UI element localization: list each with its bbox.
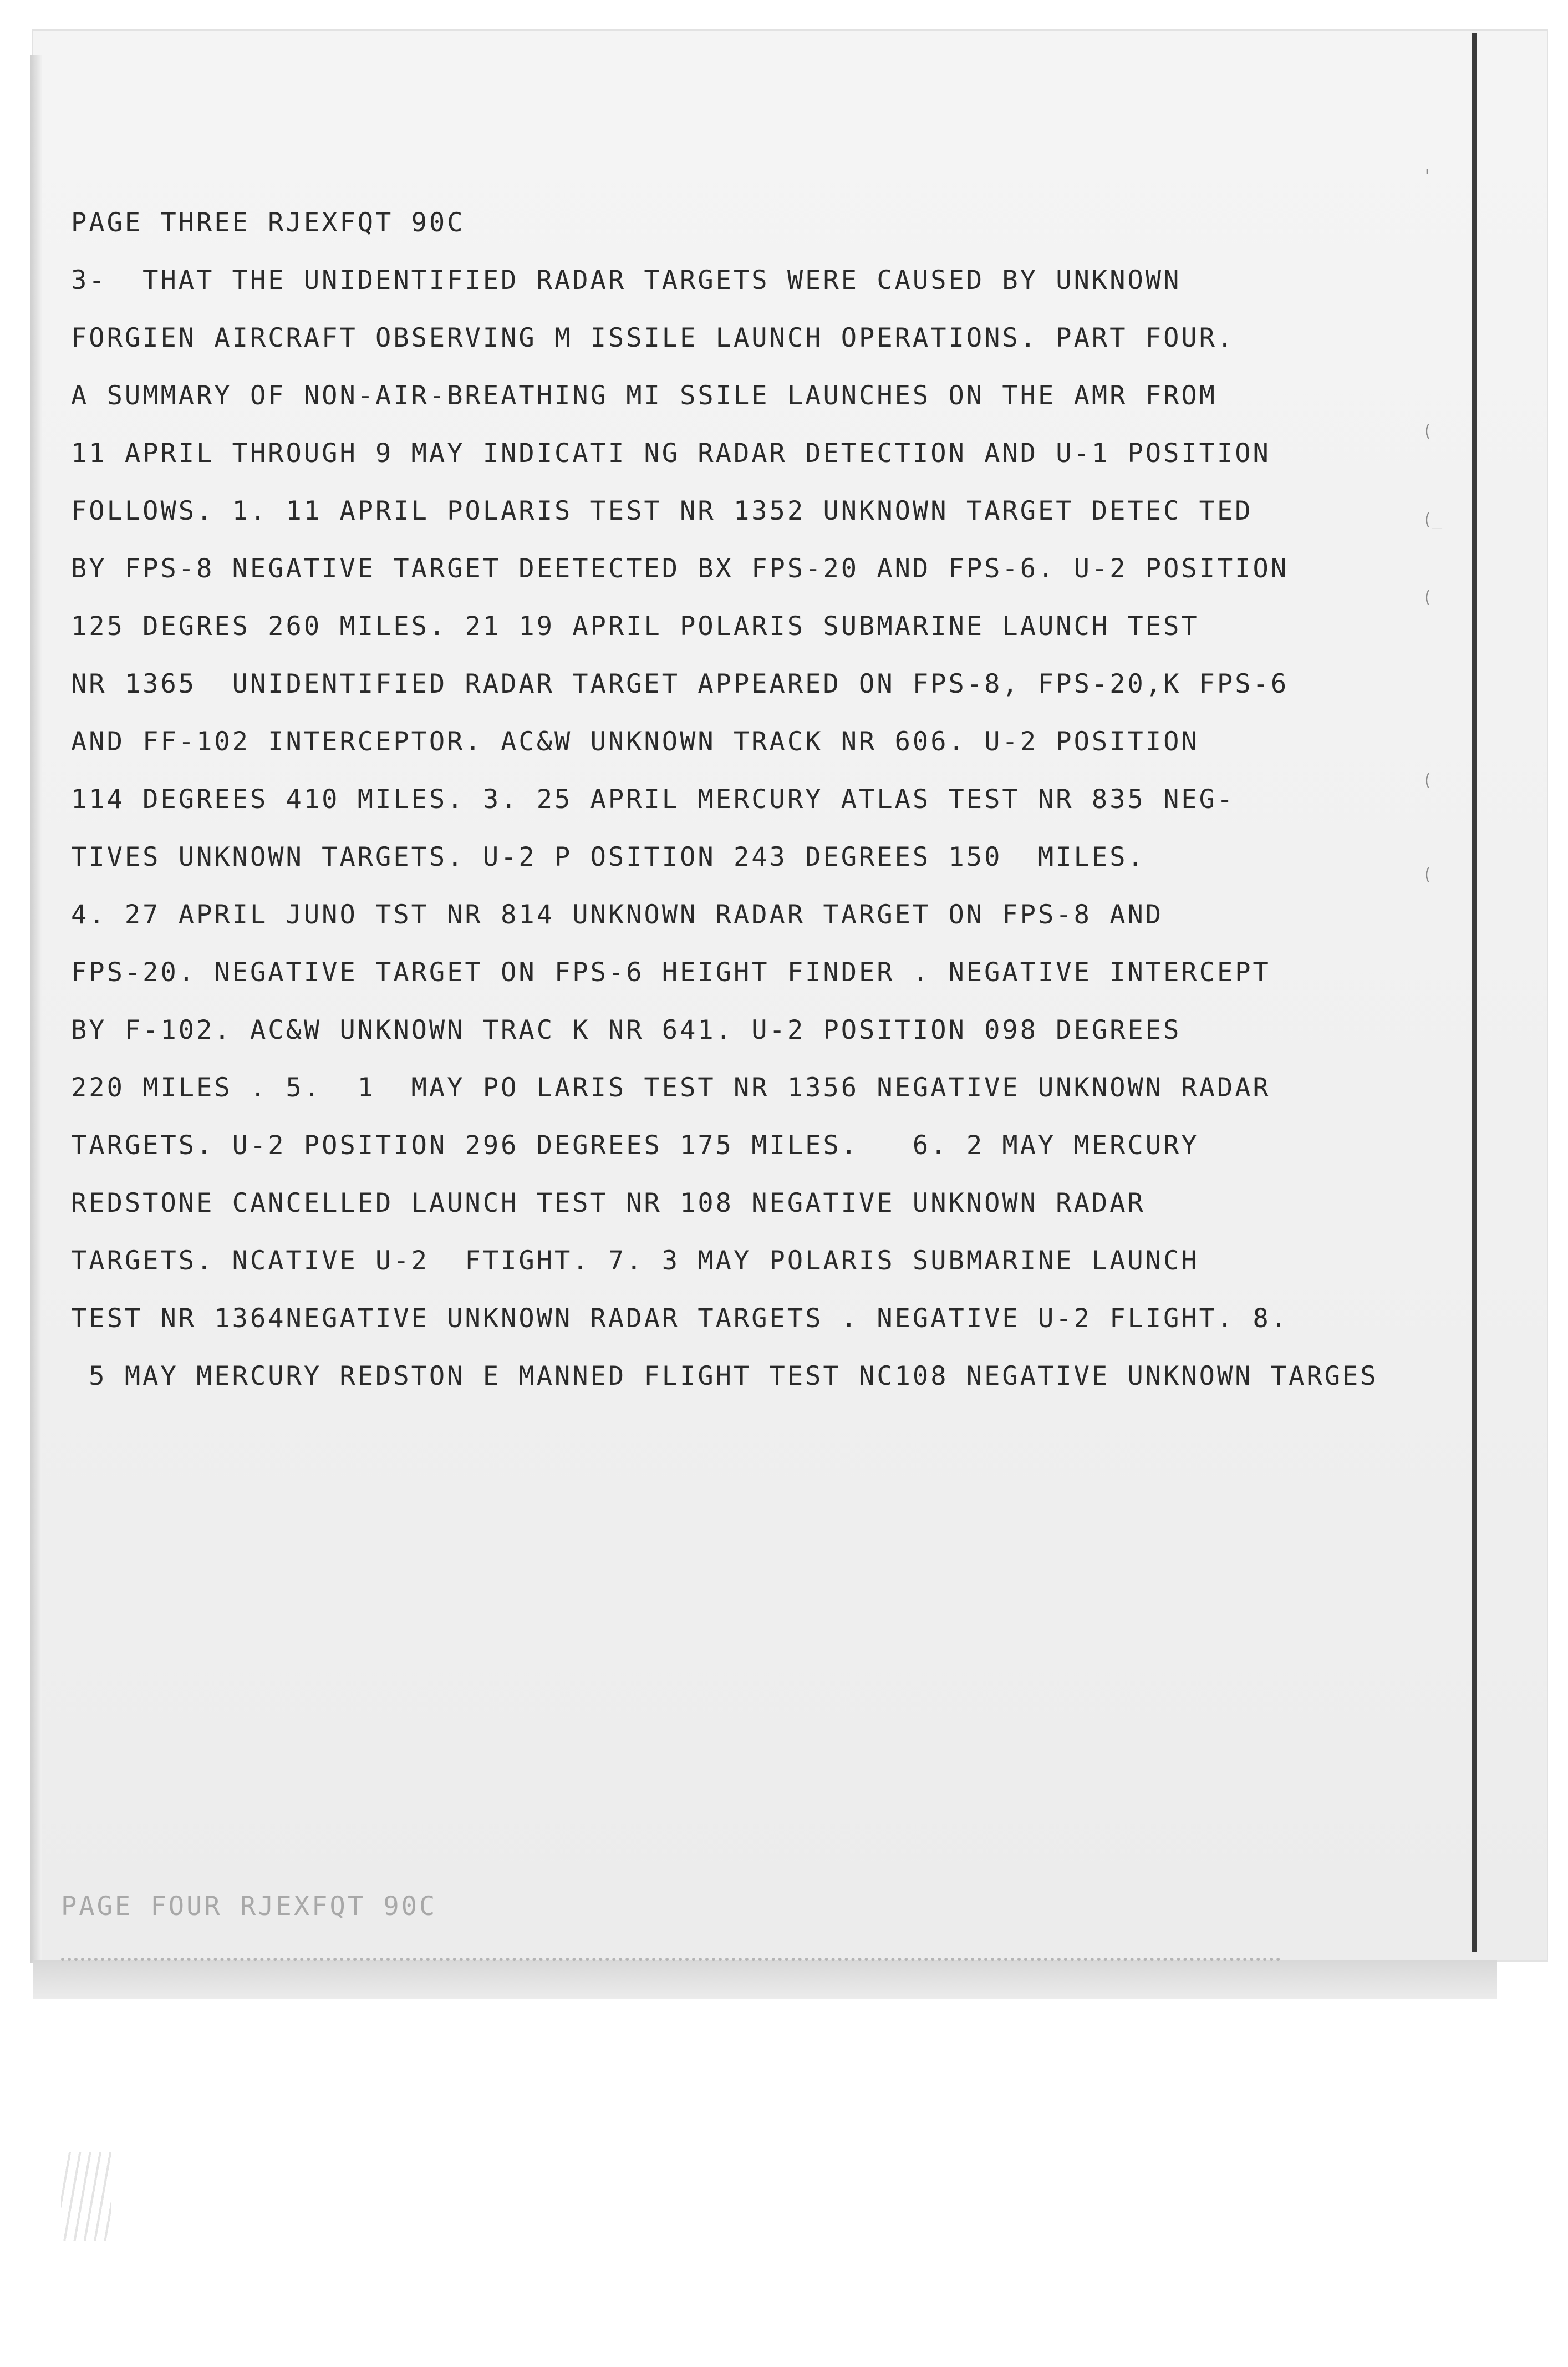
film-scratch [61, 2152, 111, 2241]
message-body [71, 194, 1443, 1405]
message-line: FPS-20. NEGATIVE TARGET ON FPS-6 HEIGHT FINDER . NEGATIVE INTERCEPT [71, 957, 1271, 988]
message-line: BY FPS-8 NEGATIVE TARGET DEETECTED BX FPS-20 AND FPS-6. U-2 POSITION [71, 553, 1289, 584]
message-line: 4. 27 APRIL JUNO TST NR 814 UNKNOWN RADAR TARGET ON FPS-8 AND [71, 900, 1164, 930]
message-line: 11 APRIL THROUGH 9 MAY INDICATI NG RADAR DETECTION AND U-1 POSITION [71, 438, 1271, 469]
margin-mark: ( [1422, 771, 1433, 790]
message-line: 5 MAY MERCURY REDSTON E MANNED FLIGHT TEST NC108 NEGATIVE UNKNOWN TARGES [71, 1361, 1378, 1391]
message-line: 3- THAT THE UNIDENTIFIED RADAR TARGETS WERE CAUSED BY UNKNOWN [71, 265, 1182, 296]
message-line: A SUMMARY OF NON-AIR-BREATHING MI SSILE LAUNCHES ON THE AMR FROM [71, 380, 1217, 411]
message-line: NR 1365 UNIDENTIFIED RADAR TARGET APPEARED ON FPS-8, FPS-20,K FPS-6 [71, 669, 1289, 699]
message-line: REDSTONE CANCELLED LAUNCH TEST NR 108 NEGATIVE UNKNOWN RADAR [71, 1188, 1146, 1218]
message-line: 220 MILES . 5. 1 MAY PO LARIS TEST NR 1356 NEGATIVE UNKNOWN RADAR [71, 1073, 1271, 1103]
margin-mark: (_ [1422, 510, 1443, 530]
message-line: FORGIEN AIRCRAFT OBSERVING M ISSILE LAUNCH OPERATIONS. PART FOUR. [71, 323, 1235, 353]
message-line: 125 DEGRES 260 MILES. 21 19 APRIL POLARIS SUBMARINE LAUNCH TEST [71, 611, 1199, 642]
message-line: TARGETS. NCATIVE U-2 FTIGHT. 7. 3 MAY POLARIS SUBMARINE LAUNCH [71, 1246, 1199, 1276]
message-line: 114 DEGREES 410 MILES. 3. 25 APRIL MERCURY ATLAS TEST NR 835 NEG- [71, 784, 1235, 815]
message-line: TEST NR 1364NEGATIVE UNKNOWN RADAR TARGETS . NEGATIVE U-2 FLIGHT. 8. [71, 1303, 1289, 1334]
page-header: PAGE THREE RJEXFQT 90C [71, 207, 465, 238]
sheet-right-edge [1472, 33, 1477, 1952]
margin-mark: ( [1422, 421, 1433, 441]
next-page-header: PAGE FOUR RJEXFQT 90C [61, 1891, 437, 1922]
message-line: TARGETS. U-2 POSITION 296 DEGREES 175 MILES. 6. 2 MAY MERCURY [71, 1130, 1199, 1161]
message-line: TIVES UNKNOWN TARGETS. U-2 P OSITION 243 DEGREES 150 MILES. [71, 842, 1146, 872]
sheet-left-shadow [30, 55, 42, 1963]
message-line: FOLLOWS. 1. 11 APRIL POLARIS TEST NR 1352 UNKNOWN TARGET DETEC TED [71, 496, 1253, 526]
message-line: BY F-102. AC&W UNKNOWN TRAC K NR 641. U-2 POSITION 098 DEGREES [71, 1015, 1182, 1045]
message-line: AND FF-102 INTERCEPTOR. AC&W UNKNOWN TRACK NR 606. U-2 POSITION [71, 727, 1199, 757]
margin-mark: ' [1422, 166, 1433, 186]
margin-mark: ( [1422, 865, 1433, 885]
torn-text-line [61, 1958, 1281, 1971]
margin-mark: ( [1422, 588, 1433, 607]
